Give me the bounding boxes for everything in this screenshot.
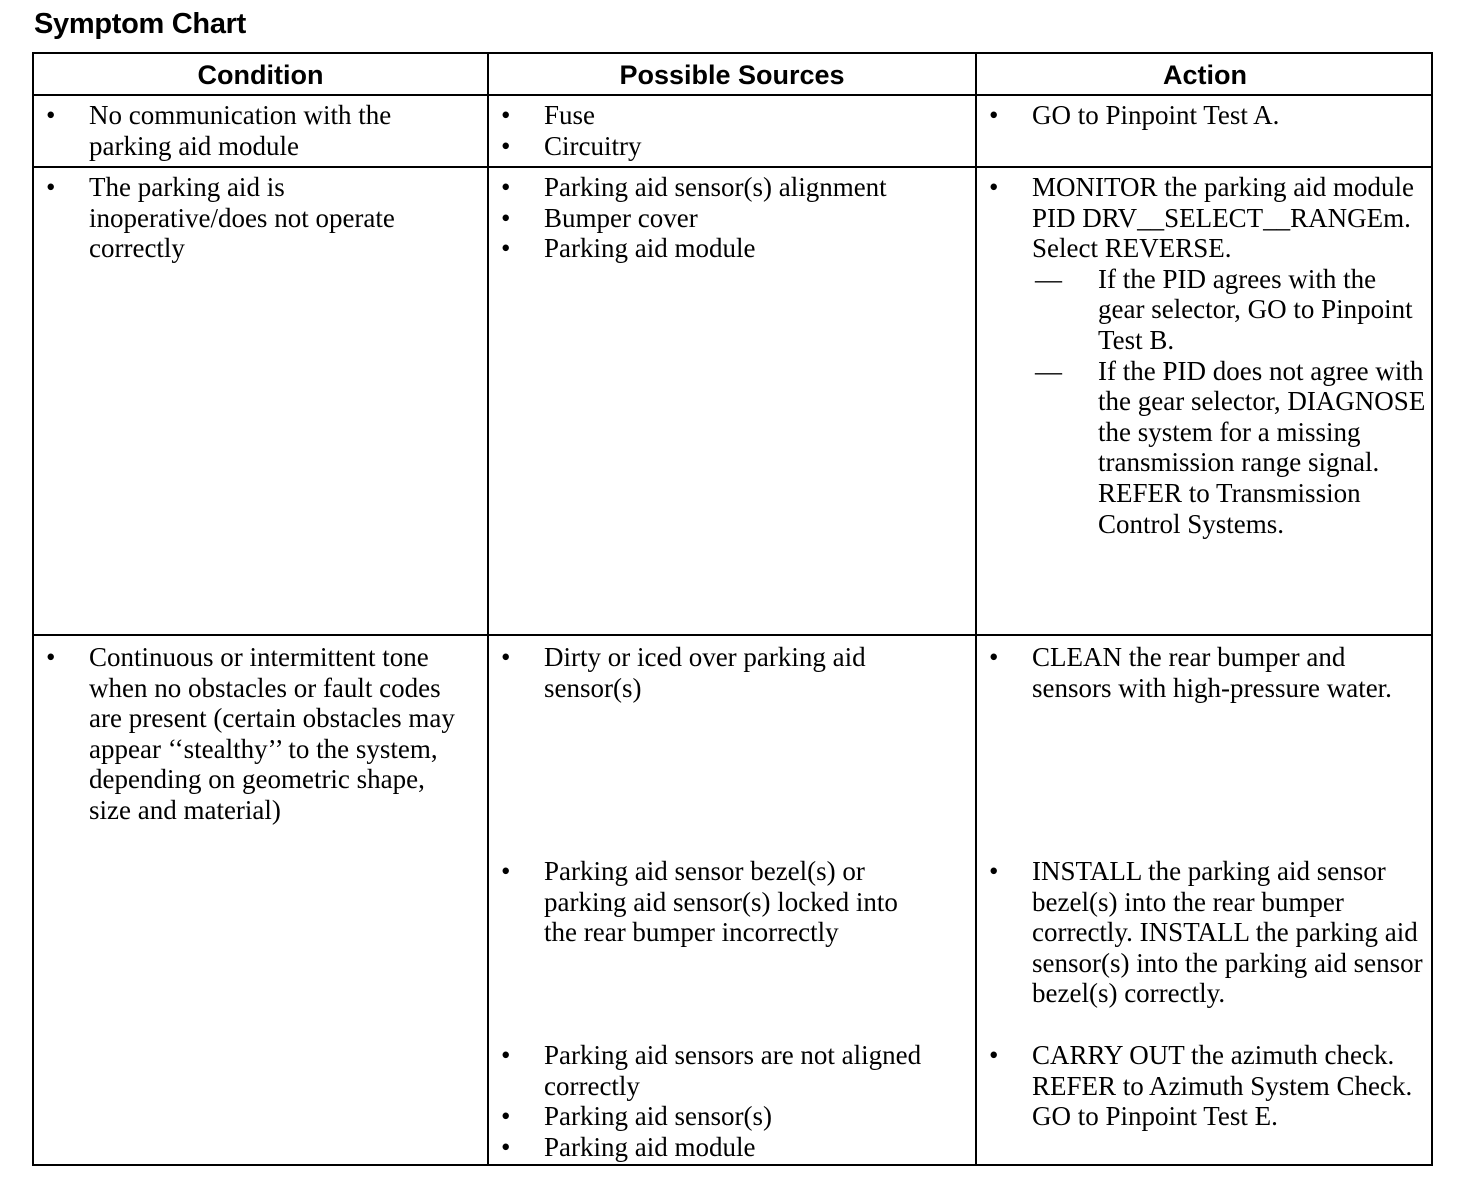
list-item: • Parking aid sensors are not aligned correctly [501, 1040, 922, 1101]
list-item: • MONITOR the parking aid module PID DRV__SELECT__RANGEm. Select REVERSE. — If the PID agrees with the gear selector, GO to Pinpoint Test B. — If the PID does not agree with the gear selector, DIAGNOSE the system for a missing transmission range signal. REFER to Transmission Control Systems. [989, 172, 1426, 539]
row-3-sources-b [489, 856, 919, 948]
header-action: Action [1163, 60, 1247, 90]
list-item: • Parking aid module [501, 1131, 756, 1162]
list-item: • INSTALL the parking aid sensor bezel(s) into the rear bumper correctly. INSTALL the parking aid sensor(s) into the parking aid sensor bezel(s) correctly. [989, 856, 1423, 1009]
row-3-action-c [977, 1040, 1427, 1132]
chart-title: Symptom Chart [34, 8, 247, 40]
list-item: • Continuous or intermittent tone when no obstacles or fault codes are present (certain obstacles may appear ‘‘stealthy’’ to the system, depending on geometric shape, size and material) [46, 642, 455, 825]
list-item: • Circuitry [501, 130, 642, 161]
list-item: • Parking aid sensor bezel(s) or parking aid sensor(s) locked into the rear bumper incorrectly [501, 856, 898, 948]
header-possible-sources: Possible Sources [619, 60, 845, 90]
row-3-action-a [977, 642, 1427, 703]
symptom-chart-table [32, 52, 1433, 1166]
row-3-action-b [977, 856, 1427, 1009]
list-item: • Parking aid sensor(s) [501, 1101, 772, 1132]
row-2-action [977, 172, 1427, 539]
row-3-sources-c [489, 1040, 959, 1162]
list-item: • No communication with the parking aid module [46, 100, 392, 161]
row-divider [34, 634, 1431, 636]
list-item: • The parking aid is inoperative/does not operate correctly [46, 172, 395, 264]
sub-item: — If the PID agrees with the gear selector, GO to Pinpoint Test B. [1035, 263, 1413, 355]
row-3-sources-a [489, 642, 959, 703]
list-item: • CARRY OUT the azimuth check. REFER to Azimuth System Check. GO to Pinpoint Test E. [989, 1040, 1413, 1132]
row-divider [34, 166, 1431, 168]
list-item: • GO to Pinpoint Test A. [989, 100, 1280, 130]
list-item: • Dirty or iced over parking aid sensor(s) [501, 642, 866, 703]
row-1-action [977, 100, 1427, 131]
row-3-condition [34, 642, 459, 826]
list-item: • Fuse [501, 100, 596, 130]
list-item: • Bumper cover [501, 202, 698, 233]
list-item: • Parking aid sensor(s) alignment [501, 172, 887, 202]
row-2-condition [34, 172, 459, 264]
row-2-sources [489, 172, 959, 264]
header-condition: Condition [197, 60, 324, 90]
list-item: • CLEAN the rear bumper and sensors with high-pressure water. [989, 642, 1392, 703]
list-item: • Parking aid module [501, 233, 756, 264]
sub-item: — If the PID does not agree with the gear selector, DIAGNOSE the system for a missing transmission range signal. REFER to Transmission Control Systems. [1035, 355, 1426, 539]
row-1-sources [489, 100, 959, 161]
row-1-condition [34, 100, 459, 161]
